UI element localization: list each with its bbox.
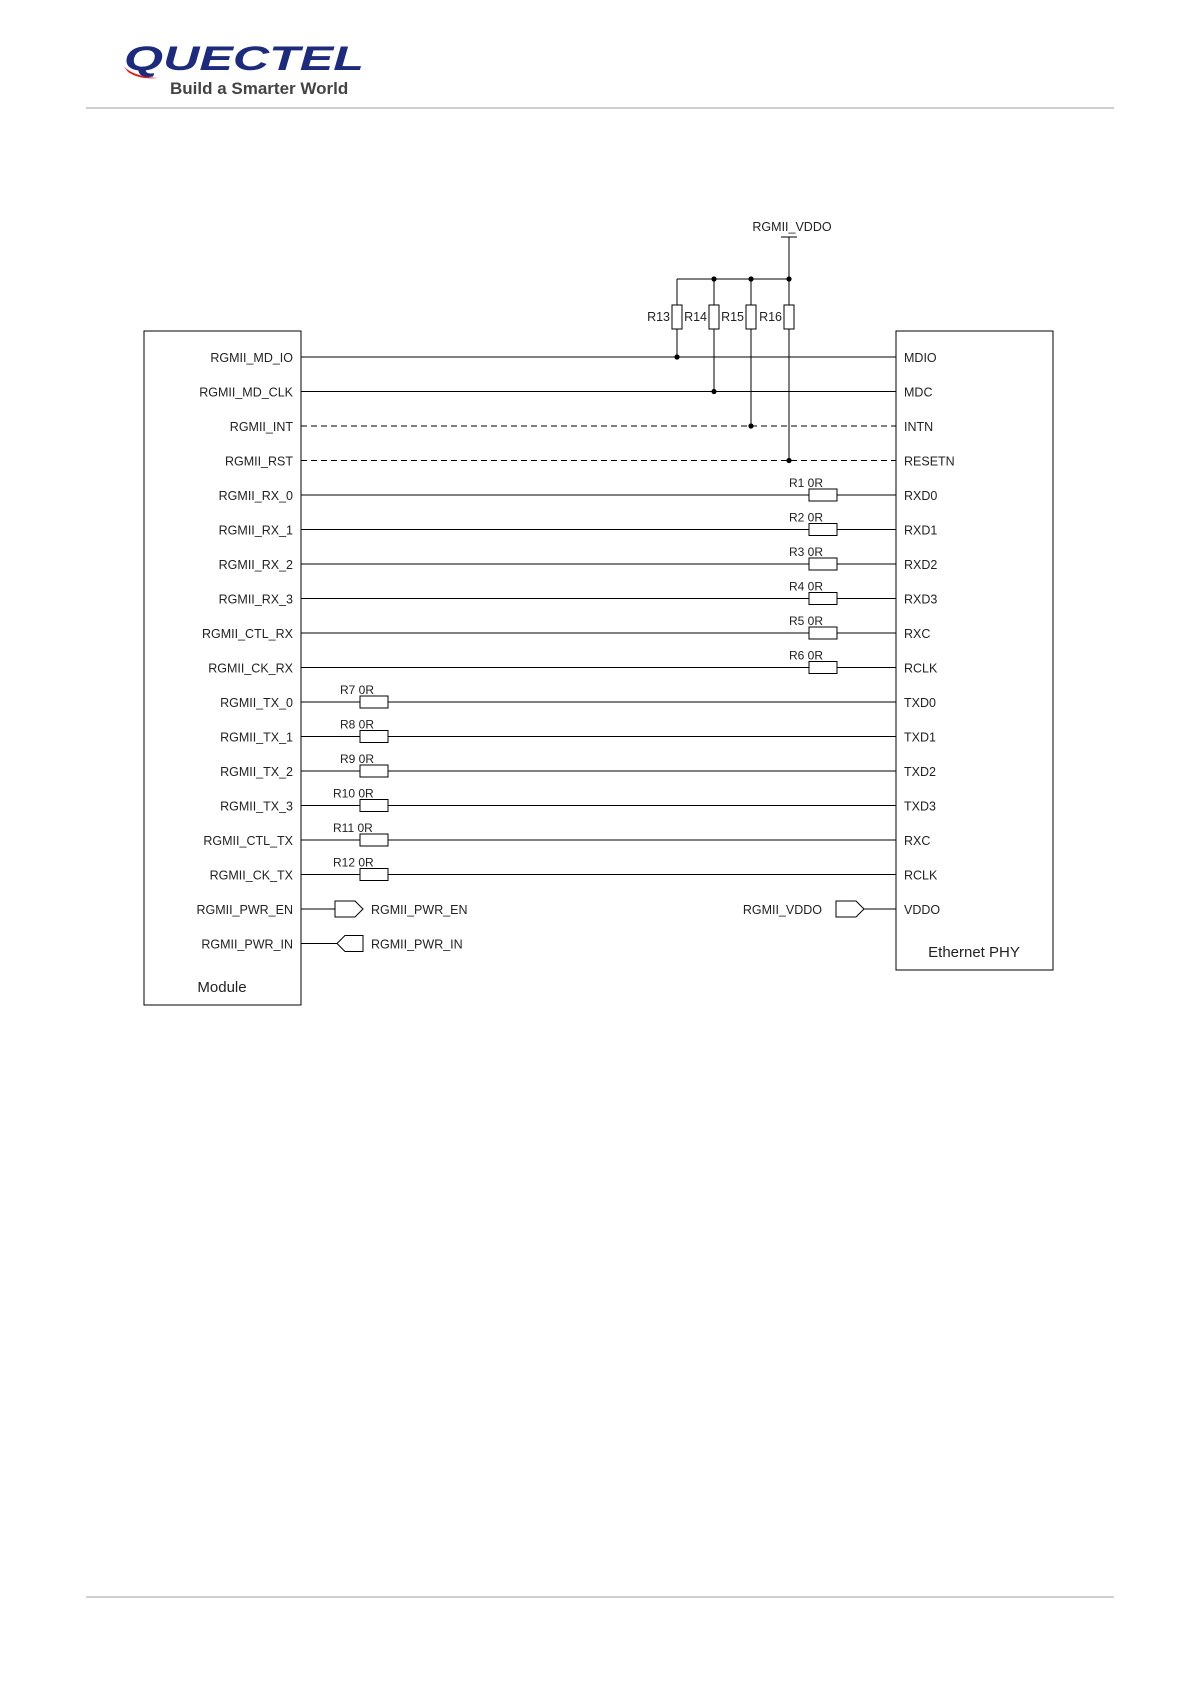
phy-pin-label: MDIO: [904, 351, 937, 365]
module-pin-label: RGMII_RX_1: [218, 523, 293, 538]
supply-label: RGMII_VDDO: [752, 220, 832, 234]
pullup-resistor: [709, 305, 719, 329]
module-pin-label: RGMII_CK_TX: [209, 868, 293, 883]
pullup-resistor-label: R15: [721, 310, 744, 324]
pullup-resistor-label: R13: [647, 310, 670, 324]
vddo-port-icon: [836, 901, 864, 917]
phy-pin-label: RXD1: [904, 523, 938, 538]
module-pin-label: RGMII_TX_2: [220, 765, 293, 779]
series-resistor-label: R3 0R: [789, 545, 824, 559]
series-resistor-label: R7 0R: [340, 683, 375, 697]
phy-pin-label: RXD0: [904, 489, 938, 503]
module-pin-label: RGMII_PWR_EN: [196, 903, 293, 917]
series-resistor: [809, 627, 837, 639]
series-resistor-label: R9 0R: [340, 752, 375, 766]
pullup-resistor: [672, 305, 682, 329]
phy-pin-label: RXC: [904, 627, 931, 641]
series-resistor: [809, 558, 837, 570]
module-pin-label: RGMII_INT: [229, 420, 293, 434]
module-title: Module: [197, 979, 247, 996]
series-resistor-label: R4 0R: [789, 579, 824, 594]
logo-tagline: Build a Smarter World: [170, 79, 349, 98]
phy-pin-label: TXD3: [904, 799, 936, 814]
series-resistor: [809, 662, 837, 674]
phy-pin-label: VDDO: [904, 903, 941, 917]
series-resistor-label: R6 0R: [789, 648, 824, 663]
series-resistor: [360, 869, 388, 881]
series-resistor-label: R10 0R: [333, 786, 374, 801]
pullup-resistor: [746, 305, 756, 329]
series-resistor: [360, 765, 388, 777]
phy-pin-label: INTN: [904, 420, 934, 434]
phy-pin-label: MDC: [904, 385, 933, 400]
module-pin-label: RGMII_CK_RX: [208, 661, 293, 676]
phy-pin-label: RESETN: [904, 454, 955, 469]
series-resistor-label: R1 0R: [789, 476, 824, 490]
series-resistor-label: R11 0R: [333, 821, 373, 835]
phy-pin-label: RXD2: [904, 558, 938, 572]
module-pin-label: RGMII_RX_0: [218, 489, 293, 503]
pwr-in-port-icon: [337, 936, 363, 952]
phy-pin-label: RCLK: [904, 868, 938, 883]
series-resistor: [809, 593, 837, 605]
series-resistor-label: R2 0R: [789, 510, 824, 525]
series-resistor: [809, 489, 837, 501]
junction-dot: [674, 354, 679, 359]
phy-pin-label: TXD2: [904, 765, 936, 779]
module-pin-label: RGMII_TX_1: [220, 730, 293, 745]
phy-pin-label: RCLK: [904, 661, 938, 676]
junction-dot: [786, 458, 791, 463]
module-pin-label: RGMII_MD_IO: [210, 351, 293, 365]
pullup-resistor-label: R14: [684, 310, 707, 324]
phy-pin-label: TXD0: [904, 696, 936, 710]
module-pin-label: RGMII_PWR_IN: [201, 937, 293, 952]
series-resistor: [360, 800, 388, 812]
pullup-resistor: [784, 305, 794, 329]
module-pin-label: RGMII_TX_0: [220, 696, 293, 710]
phy-pin-label: RXC: [904, 834, 931, 848]
series-resistor-label: R12 0R: [333, 855, 374, 870]
logo-brand: QUECTEL: [124, 40, 364, 78]
junction-dot: [748, 423, 753, 428]
pwr-en-net-label: RGMII_PWR_EN: [371, 903, 468, 917]
module-pin-label: RGMII_CTL_TX: [203, 834, 293, 848]
series-resistor: [360, 696, 388, 708]
module-pin-label: RGMII_RX_3: [218, 592, 293, 607]
pwr-en-port-icon: [335, 901, 363, 917]
module-pin-label: RGMII_CTL_RX: [202, 627, 293, 641]
series-resistor: [360, 834, 388, 846]
series-resistor-label: R8 0R: [340, 717, 375, 732]
series-resistor-label: R5 0R: [789, 614, 824, 628]
series-resistor: [360, 731, 388, 743]
junction-dot: [711, 389, 716, 394]
ethernet-phy-title: Ethernet PHY: [928, 944, 1020, 961]
module-pin-label: RGMII_TX_3: [220, 799, 293, 814]
phy-pin-label: TXD1: [904, 730, 936, 745]
module-pin-label: RGMII_RST: [224, 454, 293, 469]
series-resistor: [809, 524, 837, 536]
module-pin-label: RGMII_MD_CLK: [199, 385, 293, 400]
vddo-net-label: RGMII_VDDO: [742, 903, 822, 917]
module-pin-label: RGMII_RX_2: [218, 558, 293, 572]
pullup-resistor-label: R16: [759, 310, 782, 324]
pwr-in-net-label: RGMII_PWR_IN: [371, 937, 463, 952]
phy-pin-label: RXD3: [904, 592, 938, 607]
